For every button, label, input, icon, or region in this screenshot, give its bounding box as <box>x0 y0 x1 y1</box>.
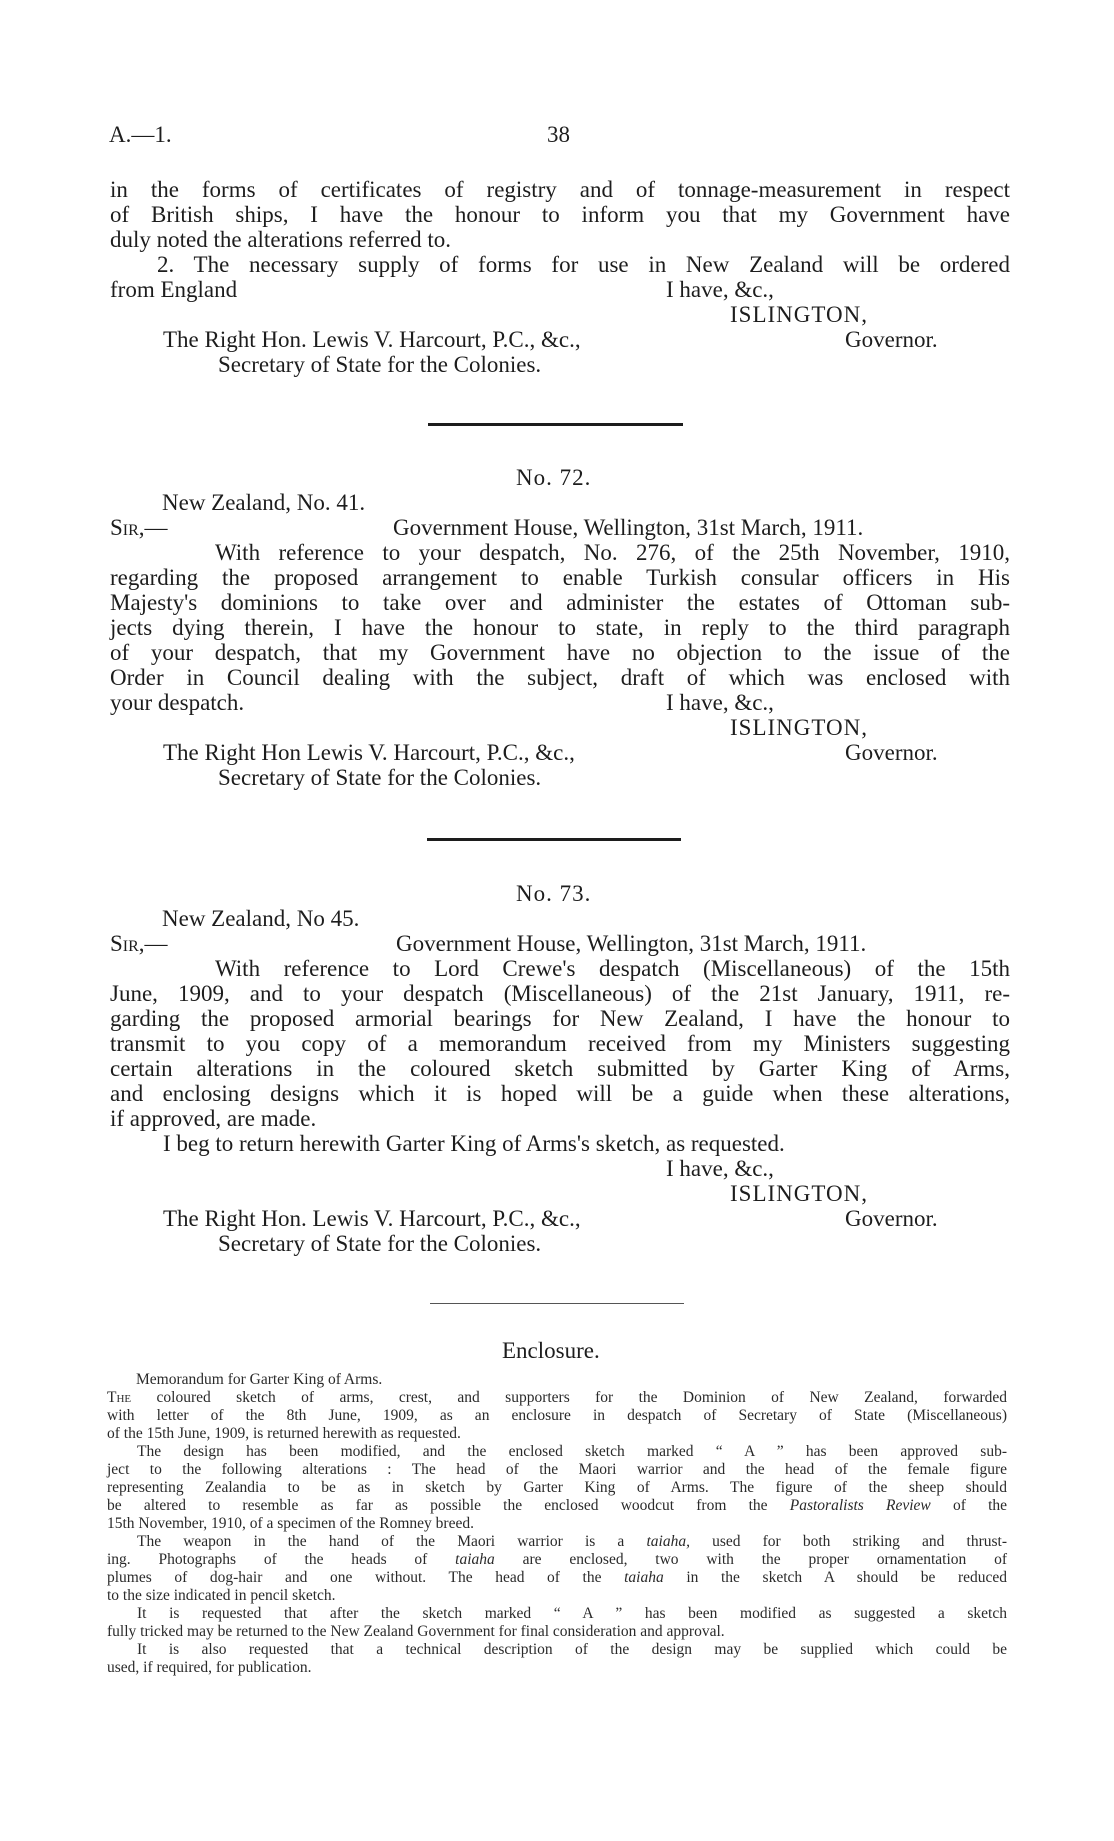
body-line: Order in Council dealing with the subject, draft of which was enclosed with <box>110 665 1010 690</box>
addressee-office: Secretary of State for the Colonies. <box>218 765 542 790</box>
memo-italic: taiaha <box>455 1551 495 1568</box>
page-series-label: A.—1. <box>109 122 172 147</box>
memo-line <box>137 1533 1007 1551</box>
signer-title: Governor. <box>845 740 938 765</box>
memo-line: It is also requested that a technical description of the design may be supplied which could be <box>137 1641 1007 1658</box>
body-line: regarding the proposed arrangement to enable Turkish consular officers in His <box>110 565 1010 590</box>
memo-line: used, if required, for publication. <box>107 1659 312 1676</box>
memo-text: in the sketch A should be reduced <box>686 1569 1008 1586</box>
signer-title: Governor. <box>845 327 938 352</box>
memo-line: representing Zealandia to be as in sketch by Garter King of Arms. The figure of the sheep should <box>107 1479 1007 1496</box>
body-line: June, 1909, and to your despatch (Miscellaneous) of the 21st January, 1911, re- <box>110 981 1010 1006</box>
memo-text: used for both striking and thrust- <box>712 1533 1008 1550</box>
despatch-number: No. 73. <box>516 881 592 906</box>
body-line: in the forms of certificates of registry and of tonnage-measurement in respect <box>110 177 1010 202</box>
body-line: of your despatch, that my Government have no objection to the issue of the <box>110 640 1010 665</box>
closing-formula: I have, &c., <box>666 1156 774 1181</box>
addressee: The Right Hon. Lewis V. Harcourt, P.C., &c., <box>163 1206 581 1231</box>
body-line: Majesty's dominions to take over and administer the estates of Ottoman sub- <box>110 590 1010 615</box>
place-date: Government House, Wellington, 31st March, 1911. <box>396 931 867 956</box>
memo-line: ject to the following alterations : The head of the Maori warrior and the head of the female figure <box>107 1461 1007 1478</box>
body-line: 2. The necessary supply of forms for use in New Zealand will be ordered <box>157 252 1010 277</box>
section-divider <box>430 1303 684 1304</box>
memo-line: with letter of the 8th June, 1909, as an enclosure in despatch of Secretary of State (Miscellaneous) <box>107 1407 1007 1424</box>
signer-title: Governor. <box>845 1206 938 1231</box>
despatch-reference: New Zealand, No 45. <box>162 906 360 931</box>
memo-line <box>107 1389 1007 1407</box>
memo-italic: taiaha <box>624 1569 664 1586</box>
section-divider <box>428 423 683 426</box>
memo-line: It is requested that after the sketch marked “ A ” has been modified as suggested a sketch <box>137 1605 1007 1622</box>
place-date: Government House, Wellington, 31st March, 1911. <box>393 515 864 540</box>
memo-line: of the 15th June, 1909, is returned herewith as requested. <box>107 1425 461 1442</box>
enclosure-heading: Enclosure. <box>502 1338 600 1363</box>
signer-name: ISLINGTON, <box>730 715 868 740</box>
memo-line: The design has been modified, and the enclosed sketch marked “ A ” has been approved sub- <box>137 1443 1007 1460</box>
body-line: from England <box>110 277 238 302</box>
body-line: and enclosing designs which it is hoped will be a guide when these alterations, <box>110 1081 1010 1106</box>
body-line: transmit to you copy of a memorandum received from my Ministers suggesting <box>110 1031 1010 1056</box>
body-line: if approved, are made. <box>110 1106 317 1131</box>
body-line: certain alterations in the coloured sketch submitted by Garter King of Arms, <box>110 1056 1010 1081</box>
memo-line <box>107 1497 1007 1515</box>
addressee: The Right Hon Lewis V. Harcourt, P.C., &c., <box>163 740 575 765</box>
salutation: Sir,— <box>110 931 168 956</box>
body-line: I beg to return herewith Garter King of Arms's sketch, as requested. <box>163 1131 785 1156</box>
body-line: jects dying therein, I have the honour to state, in reply to the third paragraph <box>110 615 1010 640</box>
memo-text: be altered to resemble as far as possible the enclosed woodcut from the <box>107 1497 768 1514</box>
salutation: Sir,— <box>110 515 168 540</box>
memo-text: plumes of dog-hair and one without. The head of the <box>107 1569 602 1586</box>
body-line: With reference to your despatch, No. 276, of the 25th November, 1910, <box>215 540 1010 565</box>
section-divider <box>427 838 681 841</box>
memo-italic: Pastoralists Review <box>789 1497 931 1514</box>
memo-text: coloured sketch of arms, crest, and supporters for the Dominion of New Zealand, forwarded <box>156 1389 1008 1406</box>
memo-line: 15th November, 1910, of a specimen of the Romney breed. <box>107 1515 474 1532</box>
memo-italic: taiaha, <box>646 1533 690 1550</box>
memo-line: fully tricked may be returned to the New Zealand Government for final consideration and approval. <box>107 1623 725 1640</box>
memo-text: are enclosed, two with the proper ornamentation of <box>522 1551 1008 1568</box>
closing-formula: I have, &c., <box>666 690 774 715</box>
addressee-office: Secretary of State for the Colonies. <box>218 352 542 377</box>
despatch-reference: New Zealand, No. 41. <box>162 490 366 515</box>
memo-line <box>107 1569 1007 1587</box>
memo-line: to the size indicated in pencil sketch. <box>107 1587 336 1604</box>
body-line: garding the proposed armorial bearings for New Zealand, I have the honour to <box>110 1006 1010 1031</box>
memo-text: of the <box>952 1497 1008 1514</box>
signer-name: ISLINGTON, <box>730 302 868 327</box>
closing-formula: I have, &c., <box>666 277 774 302</box>
memo-first-word: The <box>107 1389 132 1406</box>
page-number: 38 <box>547 122 570 147</box>
body-line: With reference to Lord Crewe's despatch (Miscellaneous) of the 15th <box>215 956 1010 981</box>
body-line: your despatch. <box>110 690 245 715</box>
memo-title: Memorandum for Garter King of Arms. <box>136 1371 383 1388</box>
body-line: of British ships, I have the honour to inform you that my Government have <box>110 202 1010 227</box>
memo-text: ing. Photographs of the heads of <box>107 1551 428 1568</box>
addressee-office: Secretary of State for the Colonies. <box>218 1231 542 1256</box>
signer-name: ISLINGTON, <box>730 1181 868 1206</box>
memo-line <box>107 1551 1007 1569</box>
addressee: The Right Hon. Lewis V. Harcourt, P.C., &c., <box>163 327 581 352</box>
memo-text: The weapon in the hand of the Maori warrior is a <box>137 1533 625 1550</box>
despatch-number: No. 72. <box>516 465 592 490</box>
body-line: duly noted the alterations referred to. <box>110 227 452 252</box>
